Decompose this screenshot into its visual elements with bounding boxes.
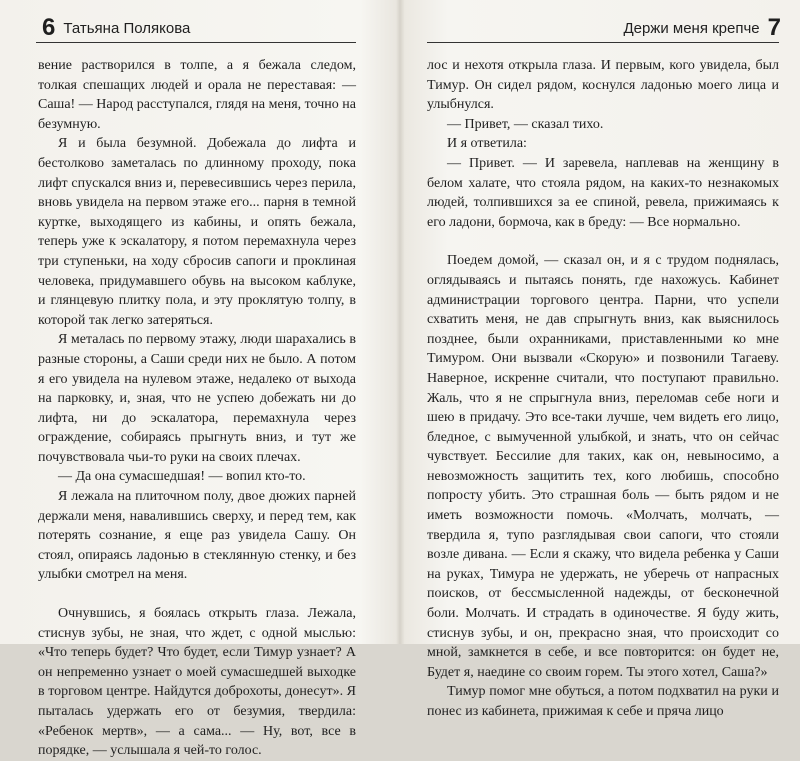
right-running-head	[423, 14, 781, 40]
left-running-head	[42, 14, 392, 40]
paragraph: Тимур помог мне обуться, а потом подхватил на руки и понес из кабинета, прижимая к себе и пряча лицо	[427, 684, 779, 719]
paragraph: И я ответила:	[447, 136, 527, 152]
paragraph: Поедем домой, — сказал он, и я с трудом поднялась, оглядываясь и пытаясь понять, где нахожусь. Кабинет администрации торгового центра. Парни, что успели схватить меня, не дав спрыгнуть вниз, как выяснилось позднее, были охранниками, приставленными ко мне Тимуром. Они вызвали «Скорую» и позвонили Тагаеву. Наверное, искренне считали, что поступают правильно. Жаль, что я не спрыгнула вниз, переломав себе ноги и шею в придачу. Это все-таки лучше, чем видеть его лицо, бледное, с вымученной улыбкой, и знать, что он сейчас чувствует. Бессилие для таких, как он, невыносимо, а невозможность защитить тех, кого любишь, способно попросту убить. Это страшная боль — быть рядом и не иметь возможности помочь. «Молчать, молчать, — твердила я, тупо разглядывая свои сапоги, что стояли возле дивана. — Если я скажу, что видела ребенка у Саши на руках, Тимура не удержать, не уберечь от напрасных поисков, от бессмысленной надежды, от бесконечной боли. Молчать. И страдать в одиночестве. Я буду жить, стиснув зубы, и он, прекрасно зная, что происходит со мной, замкнется в себе, и все повторится: он будет не, Будет я, наедине со своим горем. Ты этого хотел, Саша?»	[427, 253, 779, 680]
right-page-number: 7	[767, 14, 781, 41]
paragraph: Я и была безумной. Добежала до лифта и бестолково заметалась по длинному проходу, пока лифт спускался вниз и, перевесившись через перила, вновь увидела на первом этаже его... парня в темной куртке, выходящего из кабины, и опять бежала, теперь уже к эскалатору, я потом перемахнула через три ступеньки, на ходу сбросив сапоги и проклиная человека, придумавшего обувь на высоком каблуке, и глянцевую плитку пола, и эту проклятую толпу, в которой так легко затеряться.	[38, 136, 356, 328]
paragraph: Очнувшись, я боялась открыть глаза. Лежала, стиснув зубы, не зная, что ждет, с одной мыслью: «Что теперь будет? Что будет, если Тимур узнает? А он непременно узнает о моей сумасшедшей выходке в торговом центре. Найдутся доброхоты, донесут». Я пыталась удержать его от безумия, твердила: «Ребенок мертв», — а сама... — Ну, вот, все в порядке, — услышала я чей-то голос.	[38, 606, 356, 759]
left-page	[0, 0, 400, 759]
book-title: Держи меня крепче	[623, 20, 760, 37]
paragraph: Я лежала на плиточном полу, двое дюжих парней держали меня, навалившись сверху, и перед тем, как потерять сознание, я еще раз увидела Сашу. Он стоял, опираясь ладонью в стеклянную стенку, и без улыбки смотрел на меня.	[38, 489, 356, 583]
paragraph: лос и нехотя открыла глаза. И первым, кого увидела, был Тимур. Он сидел рядом, коснулся ладонью моего лица и улыбнулся.	[427, 58, 779, 113]
paragraph: Я металась по первому этажу, люди шарахались в разные стороны, а Саши среди них не было. А потом я его увидела на нулевом этаже, недалеко от выхода на парковку, и, зная, что не успею добежать ни до лифта, ни до эскалатора, перемахнула через ограждение, собираясь прыгнуть вниз, и тут же почувствовала чьи-то руки на своих плечах.	[38, 332, 356, 465]
right-page	[403, 0, 800, 719]
paragraph: вение растворился в толпе, а я бежала следом, толкая спешащих людей и орала не переставая: — Саша! — Народ расступался, глядя на меня, точно на безумную.	[38, 58, 356, 132]
left-page-number: 6	[42, 14, 56, 41]
left-body-text	[38, 56, 356, 761]
paragraph: — Привет. — И заревела, наплевав на женщину в белом халате, что стояла рядом, на каких-то незнакомых людей, толпившихся за ее спиной, ревела, прижимаясь к его ладони, бормоча, как в бреду: — Все нормально.	[427, 155, 779, 230]
paragraph: — Привет, — сказал тихо.	[447, 116, 604, 132]
right-body-text	[427, 56, 779, 722]
left-header-rule	[36, 42, 356, 43]
paragraph: — Да она сумасшедшая! — вопил кто-то.	[58, 469, 306, 485]
right-header-rule	[427, 42, 779, 43]
author-name: Татьяна Полякова	[63, 20, 191, 37]
